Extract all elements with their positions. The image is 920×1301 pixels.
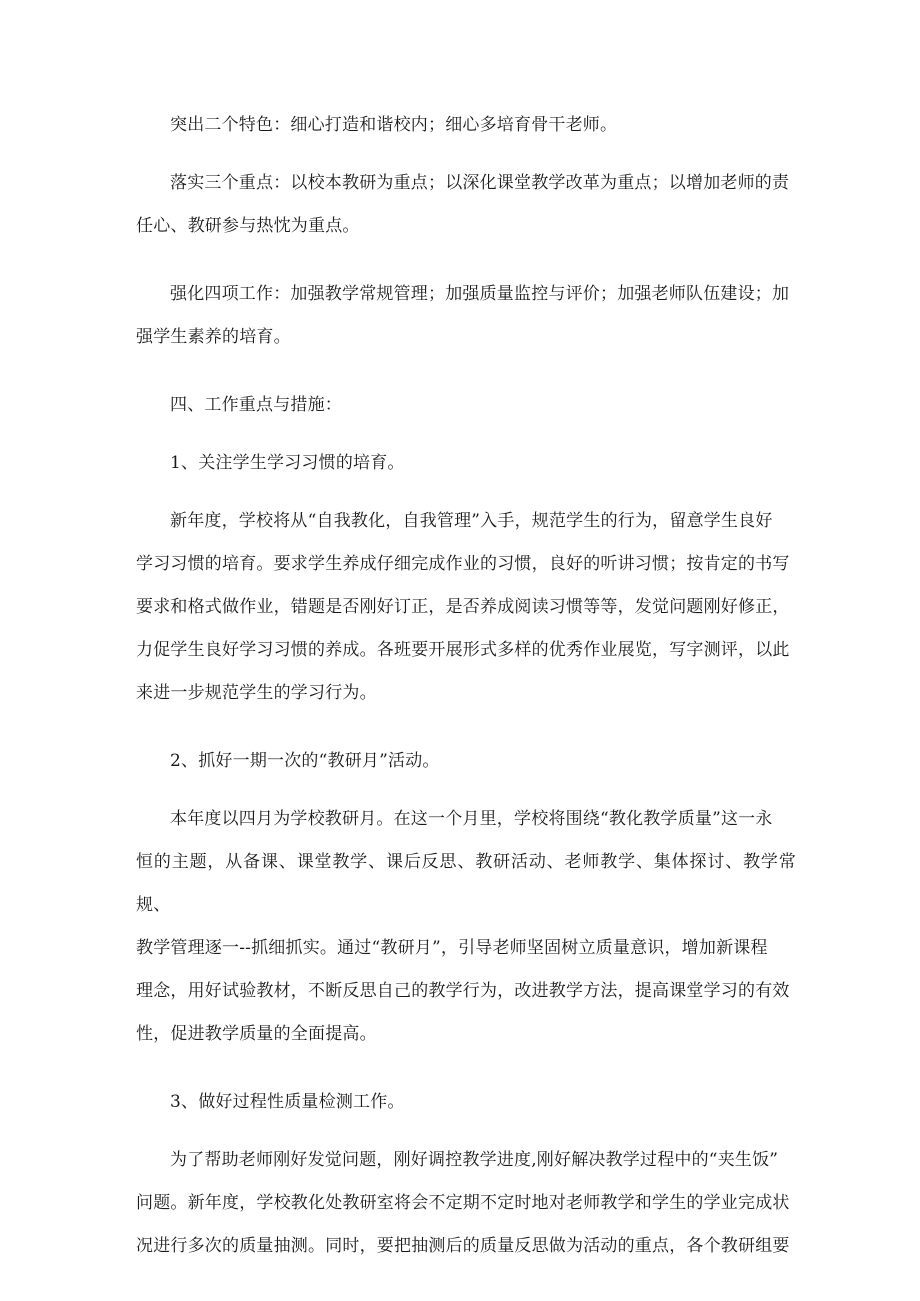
text-line: 力促学生良好学习习惯的养成。各班要开展形式多样的优秀作业展览，写字测评，以此 (136, 640, 790, 660)
document-body (136, 104, 796, 1293)
text-line: 1、关注学生学习习惯的培育。 (170, 453, 405, 473)
paragraph-quality-check (136, 1139, 796, 1268)
paragraph-features (136, 104, 796, 147)
text-line: 学习习惯的培育。要求学生养成仔细完成作业的习惯，良好的听讲习惯；按肯定的书写 (136, 554, 790, 574)
text-line: 恒的主题，从备课、课堂教学、课后反思、教研活动、老师教学、集体探讨、教学常规、 (136, 852, 796, 915)
text-line: 突出二个特色：细心打造和谐校内；细心多培育骨干老师。 (170, 115, 618, 135)
text-line: 况进行多次的质量抽测。同时，要把抽测后的质量反思做为活动的重点，各个教研组要 (136, 1236, 790, 1256)
text-line: 四、工作重点与措施： (170, 395, 342, 415)
paragraph-key-points (136, 162, 796, 248)
text-line: 问题。新年度，学校教化处教研室将会不定期不定时地对老师教学和学生的学业完成状 (136, 1193, 790, 1213)
text-line: 2、抓好一期一次的“教研月”活动。 (170, 751, 440, 771)
paragraph-study-habits (136, 500, 796, 715)
text-line: 理念，用好试验教材，不断反思自己的教学行为，改进教学方法，提高课堂学习的有效 (136, 981, 790, 1001)
section-heading-measures (136, 384, 796, 427)
text-line: 本年度以四月为学校教研月。在这一个月里，学校将围绕“教化教学质量”这一永 (170, 809, 773, 829)
subheading-quality-check (136, 1081, 796, 1124)
text-line: 新年度，学校将从“自我教化，自我管理”入手，规范学生的行为，留意学生良好 (170, 511, 773, 531)
text-line: 3、做好过程性质量检测工作。 (170, 1092, 405, 1112)
text-line: 强学生素养的培育。 (136, 327, 291, 347)
text-line: 要求和格式做作业，错题是否刚好订正，是否养成阅读习惯等等，发觉问题刚好修正， (136, 597, 790, 617)
text-line: 来进一步规范学生的学习行为。 (136, 683, 377, 703)
subheading-research-month (136, 740, 796, 783)
paragraph-four-tasks (136, 273, 796, 359)
text-line: 任心、教研参与热忱为重点。 (136, 216, 360, 236)
text-line: 为了帮助老师刚好发觉问题，刚好调控教学进度,刚好解决教学过程中的“夹生饭” (170, 1150, 779, 1170)
subheading-study-habits (136, 442, 796, 485)
text-line: 教学管理逐一--抓细抓实。通过“教研月”，引导老师坚固树立质量意识，增加新课程 (136, 938, 768, 958)
text-line: 强化四项工作：加强教学常规管理；加强质量监控与评价；加强老师队伍建设；加 (170, 284, 790, 304)
text-line: 性，促进教学质量的全面提高。 (136, 1024, 377, 1044)
paragraph-research-month (136, 798, 796, 1056)
text-line: 落实三个重点：以校本教研为重点；以深化课堂教学改革为重点；以增加老师的责 (170, 173, 790, 193)
